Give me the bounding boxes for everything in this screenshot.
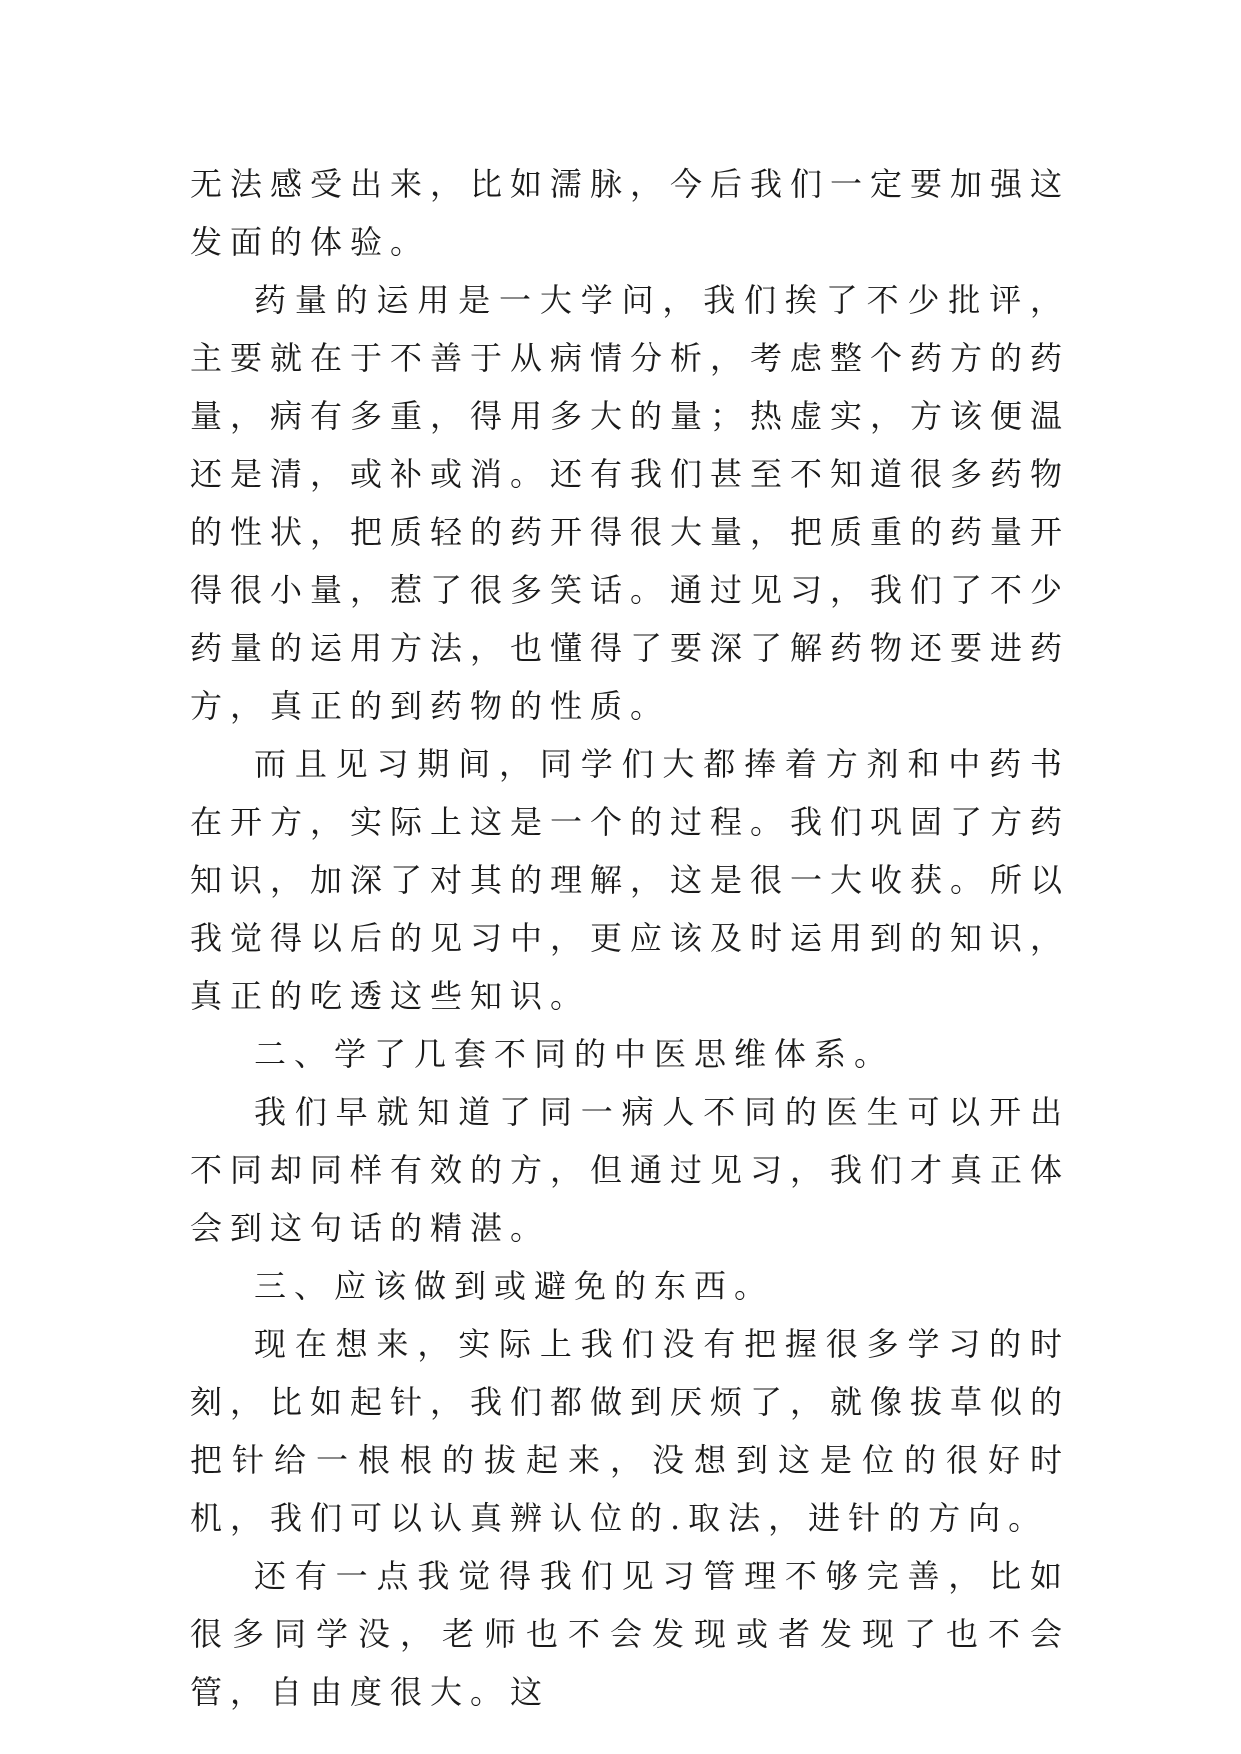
paragraph: 而且见习期间，同学们大都捧着方剂和中药书在开方，实际上这是一个的过程。我们巩固了方药知识，加深了对其的理解，这是很一大收获。所以我觉得以后的见习中，更应该及时运用到的知识，真正的吃透这些知识。 <box>190 745 1071 1015</box>
paragraph: 还有一点我觉得我们见习管理不够完善，比如很多同学没，老师也不会发现或者发现了也不会管，自由度很大。这 <box>190 1557 1070 1711</box>
paragraph: 药量的运用是一大学问，我们挨了不少批评，主要就在于不善于从病情分析，考虑整个药方的药量，病有多重，得用多大的量；热虚实，方该便温还是清，或补或消。还有我们甚至不知道很多药物的性状，把质轻的药开得很大量，把质重的药量开得很小量，惹了很多笑话。通过见习，我们了不少药量的运用方法，也懂得了要深了解药物还要进药方，真正的到药物的性质。 <box>190 281 1071 725</box>
paragraph: 我们早就知道了同一病人不同的医生可以开出不同却同样有效的方，但通过见习，我们才真正体会到这句话的精湛。 <box>190 1093 1071 1247</box>
section-heading: 三、应该做到或避免的东西。 <box>254 1267 775 1305</box>
section-heading: 二、学了几套不同的中医思维体系。 <box>254 1035 895 1073</box>
paragraph: 无法感受出来，比如濡脉，今后我们一定要加强这发面的体验。 <box>190 165 1071 261</box>
paragraph: 现在想来，实际上我们没有把握很多学习的时刻，比如起针，我们都做到厌烦了，就像拔草似的把针给一根根的拔起来，没想到这是位的很好时机，我们可以认真辨认位的.取法，进针的方向。 <box>190 1325 1071 1537</box>
document-body <box>190 155 1070 1721</box>
